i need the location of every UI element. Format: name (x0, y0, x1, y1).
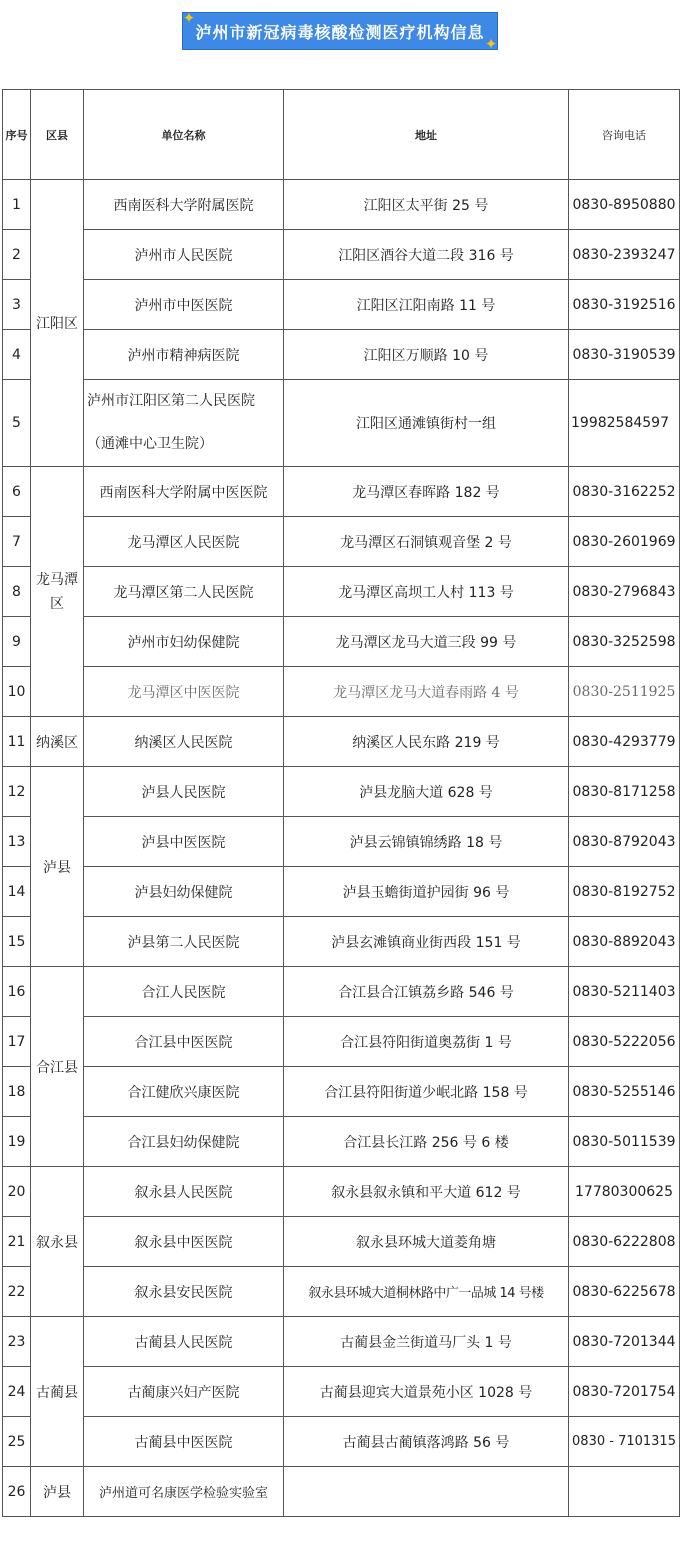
institution-phone: 0830-5011539 (569, 1117, 680, 1167)
table-row (3, 517, 680, 567)
institution-address: 江阳区太平街 25 号 (284, 180, 569, 230)
district-cell: 泸县 (31, 1467, 84, 1517)
institution-name: 泸县妇幼保健院 (84, 867, 284, 917)
institution-phone: 0830-8950880 (569, 180, 680, 230)
row-index: 13 (3, 817, 31, 867)
table-row (3, 180, 680, 230)
row-index: 2 (3, 230, 31, 280)
row-index: 18 (3, 1067, 31, 1117)
row-index: 7 (3, 517, 31, 567)
institution-name-line1: 泸州市江阳区第二人民医院 (87, 393, 255, 409)
row-index: 12 (3, 767, 31, 817)
institution-name: 古蔺康兴妇产医院 (84, 1367, 284, 1417)
table-row (3, 230, 680, 280)
table-row (3, 1267, 680, 1317)
district-cell: 泸县 (31, 767, 84, 967)
row-index: 23 (3, 1317, 31, 1367)
institution-address: 江阳区江阳南路 11 号 (284, 280, 569, 330)
institution-address: 合江县长江路 256 号 6 楼 (284, 1117, 569, 1167)
institution-address: 龙马潭区石洞镇观音堡 2 号 (284, 517, 569, 567)
district-label: 龙马潭区 (36, 571, 78, 612)
institution-name: 合江县妇幼保健院 (84, 1117, 284, 1167)
table-row (3, 617, 680, 667)
institution-phone: 0830 - 7101315 (569, 1417, 680, 1467)
row-index: 1 (3, 180, 31, 230)
table-row (3, 330, 680, 380)
institution-name: 西南医科大学附属中医医院 (84, 467, 284, 517)
header-phone: 咨询电话 (569, 90, 680, 180)
institution-name (84, 380, 284, 467)
district-cell (31, 467, 84, 717)
institution-address: 泸县云锦镇锦绣路 18 号 (284, 817, 569, 867)
institution-phone: 0830-2511925 (569, 667, 680, 717)
row-index: 15 (3, 917, 31, 967)
institution-address: 叙永县环城大道桐林路中广一品城 14 号楼 (284, 1267, 569, 1317)
row-index: 10 (3, 667, 31, 717)
institution-name: 古蔺县人民医院 (84, 1317, 284, 1367)
institution-name: 泸县人民医院 (84, 767, 284, 817)
row-index: 6 (3, 467, 31, 517)
institution-phone: 0830-3252598 (569, 617, 680, 667)
institution-name: 泸州市中医医院 (84, 280, 284, 330)
table-row (3, 717, 680, 767)
institution-address: 龙马潭区龙马大道三段 99 号 (284, 617, 569, 667)
institution-address: 龙马潭区春晖路 182 号 (284, 467, 569, 517)
page-title: 泸州市新冠病毒核酸检测医疗机构信息 (195, 22, 485, 42)
row-index: 16 (3, 967, 31, 1017)
institution-phone: 0830-5255146 (569, 1067, 680, 1117)
institution-address: 泸县玄滩镇商业街西段 151 号 (284, 917, 569, 967)
institution-address: 合江县符阳街道少岷北路 158 号 (284, 1067, 569, 1117)
institution-address (284, 1467, 569, 1517)
institution-table (2, 89, 680, 1517)
institution-address: 江阳区通滩镇街村一组 (284, 380, 569, 467)
row-index: 3 (3, 280, 31, 330)
institution-address: 叙永县环城大道菱角塘 (284, 1217, 569, 1267)
institution-address: 合江县合江镇荔乡路 546 号 (284, 967, 569, 1017)
institution-name: 龙马潭区第二人民医院 (84, 567, 284, 617)
institution-address: 龙马潭区龙马大道春雨路 4 号 (284, 667, 569, 717)
institution-phone: 0830-8192752 (569, 867, 680, 917)
table-row (3, 767, 680, 817)
institution-name: 合江人民医院 (84, 967, 284, 1017)
sparkle-icon: ✦ (182, 9, 196, 27)
institution-phone (569, 1467, 680, 1517)
institution-address: 龙马潭区高坝工人村 113 号 (284, 567, 569, 617)
institution-phone: 0830-6225678 (569, 1267, 680, 1317)
row-index: 9 (3, 617, 31, 667)
table-row (3, 917, 680, 967)
table-row (3, 1317, 680, 1367)
district-cell: 古蔺县 (31, 1317, 84, 1467)
institution-address: 泸县玉蟾街道护园街 96 号 (284, 867, 569, 917)
institution-phone: 0830-6222808 (569, 1217, 680, 1267)
institution-phone: 0830-7201344 (569, 1317, 680, 1367)
district-cell: 叙永县 (31, 1167, 84, 1317)
institution-name: 西南医科大学附属医院 (84, 180, 284, 230)
table-row (3, 567, 680, 617)
institution-name: 泸州市精神病医院 (84, 330, 284, 380)
institution-name: 叙永县安民医院 (84, 1267, 284, 1317)
institution-phone: 0830-2393247 (569, 230, 680, 280)
institution-address: 叙永县叙永镇和平大道 612 号 (284, 1167, 569, 1217)
institution-name: 龙马潭区中医医院 (84, 667, 284, 717)
row-index: 19 (3, 1117, 31, 1167)
row-index: 24 (3, 1367, 31, 1417)
table-row (3, 1167, 680, 1217)
row-index: 21 (3, 1217, 31, 1267)
header-name: 单位名称 (84, 90, 284, 180)
institution-name: 泸县中医医院 (84, 817, 284, 867)
row-index: 17 (3, 1017, 31, 1067)
table-header-row (3, 90, 680, 180)
institution-phone: 0830-3190539 (569, 330, 680, 380)
district-cell: 合江县 (31, 967, 84, 1167)
institution-name-line2: （通滩中心卫生院） (87, 436, 213, 452)
row-index: 25 (3, 1417, 31, 1467)
institution-name: 合江县中医医院 (84, 1017, 284, 1067)
row-index: 22 (3, 1267, 31, 1317)
institution-address: 江阳区酒谷大道二段 316 号 (284, 230, 569, 280)
institution-address: 泸县龙脑大道 628 号 (284, 767, 569, 817)
header-index: 序号 (3, 90, 31, 180)
institution-name: 泸县第二人民医院 (84, 917, 284, 967)
row-index: 14 (3, 867, 31, 917)
table-row (3, 867, 680, 917)
row-index: 5 (3, 380, 31, 467)
institution-address: 古蔺县金兰街道马厂头 1 号 (284, 1317, 569, 1367)
institution-phone: 0830-3162252 (569, 467, 680, 517)
table-row (3, 967, 680, 1017)
institution-phone: 0830-8792043 (569, 817, 680, 867)
institution-phone: 0830-5211403 (569, 967, 680, 1017)
institution-name: 龙马潭区人民医院 (84, 517, 284, 567)
district-cell: 江阳区 (31, 180, 84, 467)
sparkle-icon: ✦ (484, 35, 498, 53)
table-row (3, 1067, 680, 1117)
institution-phone: 19982584597 (569, 380, 680, 467)
institution-name: 泸州市人民医院 (84, 230, 284, 280)
row-index: 11 (3, 717, 31, 767)
institution-name: 叙永县人民医院 (84, 1167, 284, 1217)
institution-address: 纳溪区人民东路 219 号 (284, 717, 569, 767)
institution-phone: 0830-3192516 (569, 280, 680, 330)
institution-phone: 0830-7201754 (569, 1367, 680, 1417)
table-row (3, 1467, 680, 1517)
institution-phone: 0830-2796843 (569, 567, 680, 617)
institution-phone: 0830-8171258 (569, 767, 680, 817)
institution-phone: 0830-8892043 (569, 917, 680, 967)
district-cell: 纳溪区 (31, 717, 84, 767)
institution-name: 泸州道可名康医学检验实验室 (84, 1467, 284, 1517)
institution-phone: 0830-4293779 (569, 717, 680, 767)
table-row (3, 467, 680, 517)
institution-address: 古蔺县古蔺镇落鸿路 56 号 (284, 1417, 569, 1467)
institution-name: 纳溪区人民医院 (84, 717, 284, 767)
table-row (3, 1217, 680, 1267)
row-index: 26 (3, 1467, 31, 1517)
institution-address: 古蔺县迎宾大道景苑小区 1028 号 (284, 1367, 569, 1417)
institution-name: 泸州市妇幼保健院 (84, 617, 284, 667)
institution-name: 叙永县中医医院 (84, 1217, 284, 1267)
row-index: 4 (3, 330, 31, 380)
table-row (3, 1117, 680, 1167)
institution-name: 古蔺县中医医院 (84, 1417, 284, 1467)
row-index: 20 (3, 1167, 31, 1217)
table-row (3, 1417, 680, 1467)
institution-name: 合江健欣兴康医院 (84, 1067, 284, 1117)
table-row (3, 1367, 680, 1417)
institution-phone: 0830-2601969 (569, 517, 680, 567)
header-address: 地址 (284, 90, 569, 180)
title-banner (182, 9, 498, 53)
table-row (3, 380, 680, 467)
header-district: 区县 (31, 90, 84, 180)
institution-phone: 17780300625 (569, 1167, 680, 1217)
table-row (3, 817, 680, 867)
institution-address: 江阳区万顺路 10 号 (284, 330, 569, 380)
row-index: 8 (3, 567, 31, 617)
institution-address: 合江县符阳街道奥荔街 1 号 (284, 1017, 569, 1067)
table-row (3, 1017, 680, 1067)
table-row (3, 280, 680, 330)
table-row (3, 667, 680, 717)
institution-phone: 0830-5222056 (569, 1017, 680, 1067)
